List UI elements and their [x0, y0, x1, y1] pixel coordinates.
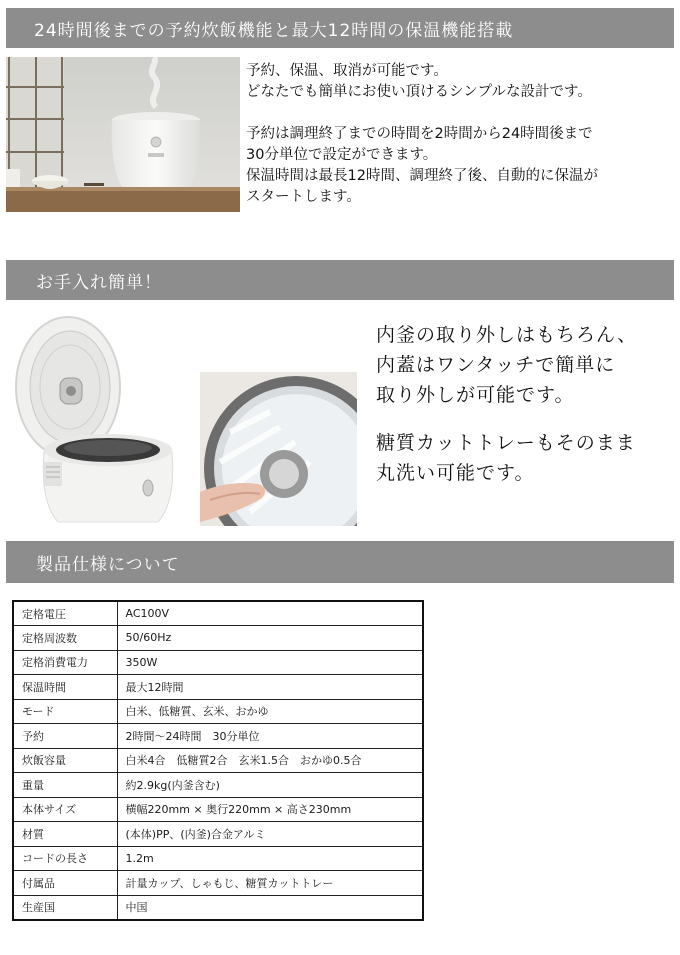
spec-value: 中国	[117, 895, 423, 920]
spec-label: 炊飯容量	[13, 748, 117, 773]
reservation-description	[246, 61, 598, 208]
spec-table	[12, 600, 424, 921]
spec-row	[13, 895, 423, 920]
spec-label: コードの長さ	[13, 846, 117, 871]
text-line: 糖質カットトレーもそのまま	[376, 432, 636, 454]
spec-row	[13, 846, 423, 871]
section-banner-care	[6, 260, 674, 300]
spec-row	[13, 724, 423, 749]
text-line: どなたでも簡単にお使い頂けるシンプルな設計です。	[246, 84, 592, 100]
spec-label: 定格電圧	[13, 601, 117, 626]
text-line: 30分単位で設定ができます。	[246, 147, 438, 163]
spacer	[376, 410, 637, 428]
spec-label: 材質	[13, 822, 117, 847]
spec-row	[13, 822, 423, 847]
spec-row	[13, 650, 423, 675]
text-line: 内蓋はワンタッチで簡単に	[376, 354, 616, 376]
spec-row	[13, 675, 423, 700]
spec-row	[13, 699, 423, 724]
spec-label: 生産国	[13, 895, 117, 920]
spec-label: 重量	[13, 773, 117, 798]
spec-row	[13, 871, 423, 896]
rice-cooker-photo	[6, 57, 240, 212]
spec-label: 定格消費電力	[13, 650, 117, 675]
spec-value: 1.2m	[117, 846, 423, 871]
section-banner-spec	[6, 541, 674, 583]
inner-lid-photo	[200, 372, 357, 526]
spec-row	[13, 748, 423, 773]
text-line: 予約は調理終了までの時間を2時間から24時間後まで	[246, 126, 593, 142]
spec-label: 予約	[13, 724, 117, 749]
spec-value: 横幅220mm × 奥行220mm × 高さ230mm	[117, 797, 423, 822]
spec-value: AC100V	[117, 601, 423, 626]
spec-label: モード	[13, 699, 117, 724]
spec-value: 2時間～24時間 30分単位	[117, 724, 423, 749]
banner-title: お手入れ簡単！	[36, 272, 162, 293]
text-line: 内釜の取り外しはもちろん、	[376, 324, 638, 346]
text-line: スタートします。	[246, 189, 361, 205]
text-line: 丸洗い可能です。	[376, 462, 535, 484]
spec-value: 350W	[117, 650, 423, 675]
spec-value: 計量カップ、しゃもじ、糖質カットトレー	[117, 871, 423, 896]
banner-title: 24時間後までの予約炊飯機能と最大12時間の保温機能搭載	[34, 20, 514, 41]
text-line: 取り外しが可能です。	[376, 384, 575, 406]
banner-title: 製品仕様について	[36, 554, 180, 575]
care-description	[376, 320, 637, 488]
spec-label: 保温時間	[13, 675, 117, 700]
spacer	[246, 103, 598, 124]
spec-row	[13, 797, 423, 822]
spec-value: 約2.9kg(内釜含む)	[117, 773, 423, 798]
section-banner-reservation	[6, 8, 674, 48]
spec-value: 白米、低糖質、玄米、おかゆ	[117, 699, 423, 724]
text-line: 予約、保温、取消が可能です。	[246, 63, 448, 79]
spec-label: 本体サイズ	[13, 797, 117, 822]
spec-value: (本体)PP、(内釜)合金アルミ	[117, 822, 423, 847]
spec-row	[13, 773, 423, 798]
open-cooker-photo	[8, 312, 178, 527]
spec-value: 白米4合 低糖質2合 玄米1.5合 おかゆ0.5合	[117, 748, 423, 773]
text-line: 保温時間は最長12時間、調理終了後、自動的に保温が	[246, 168, 598, 184]
spec-row	[13, 626, 423, 651]
spec-row	[13, 601, 423, 626]
spec-value: 50/60Hz	[117, 626, 423, 651]
spec-table-body	[13, 601, 423, 920]
spec-label: 付属品	[13, 871, 117, 896]
spec-label: 定格周波数	[13, 626, 117, 651]
spec-value: 最大12時間	[117, 675, 423, 700]
